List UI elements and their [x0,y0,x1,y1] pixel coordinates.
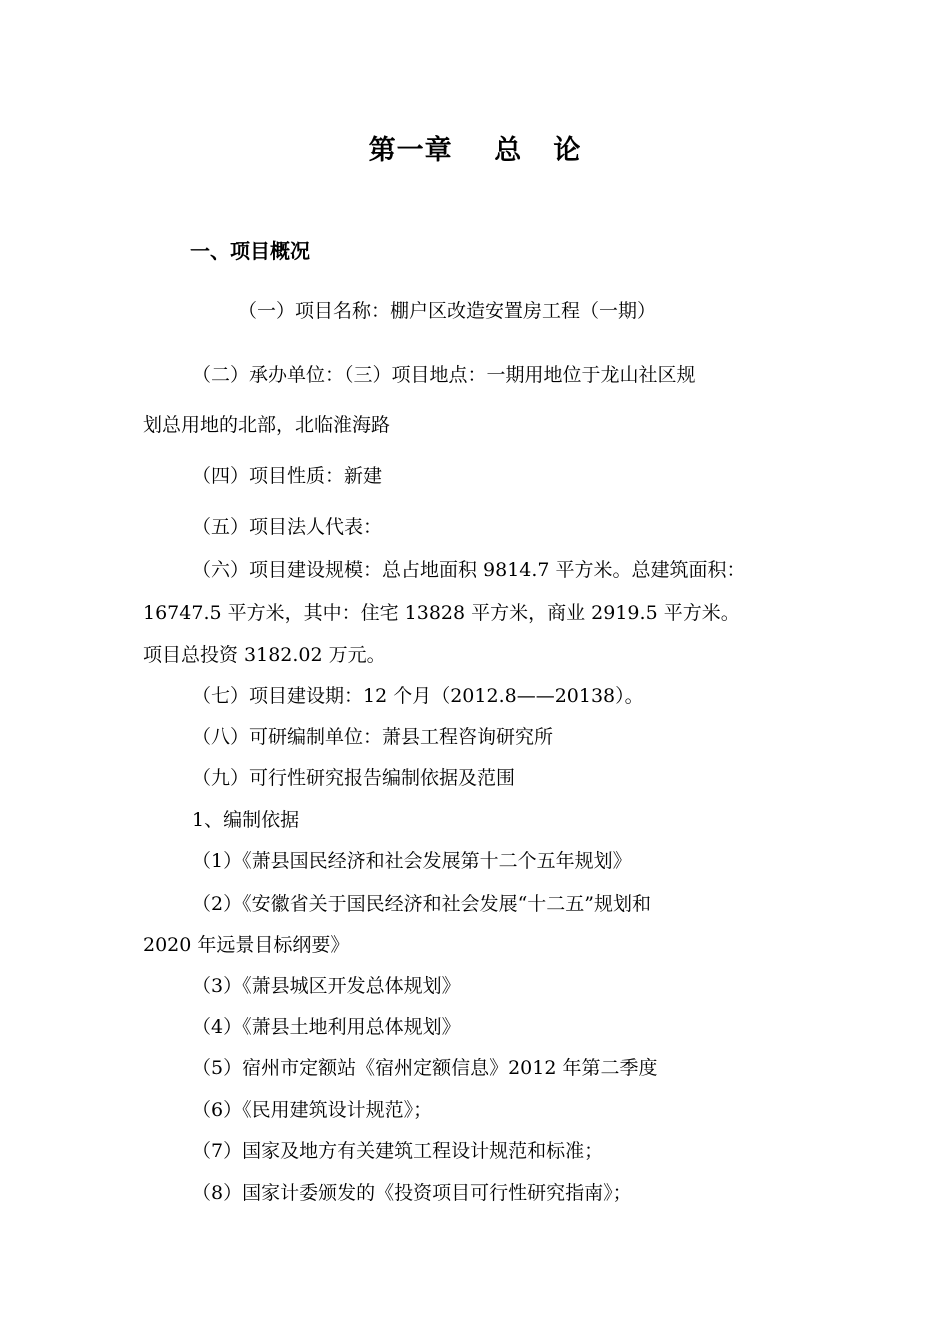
item-basis-scope: （九）可行性研究报告编制依据及范围 [192,767,516,789]
basis-item-6: （6）《民用建筑设计规范》； [192,1099,433,1121]
basis-item-7: （7）国家及地方有关建筑工程设计规范和标准； [192,1140,604,1162]
item-compiler: （八）可研编制单位：萧县工程咨询研究所 [192,726,554,748]
basis-item-2: （2）《安徽省关于国民经济和社会发展“十二五”规划和 [192,893,652,915]
item-scale-continued: 16747.5 平方米，其中：住宅 13828 平方米，商业 2919.5 平方米。 [143,602,740,624]
basis-item-3: （3）《萧县城区开发总体规划》 [192,975,461,997]
basis-item-8: （8）国家计委颁发的《投资项目可行性研究指南》； [192,1182,632,1204]
basis-item-1: （1）《萧县国民经济和社会发展第十二个五年规划》 [192,850,632,872]
item-location-continued: 划总用地的北部，北临淮海路 [143,414,391,436]
item-project-name: （一）项目名称：棚户区改造安置房工程（一期） [238,300,657,322]
item-construction-period: （七）项目建设期：12 个月（2012.8——20138）。 [192,685,644,707]
item-total-investment: 项目总投资 3182.02 万元。 [143,644,386,666]
basis-item-2-continued: 2020 年远景目标纲要》 [143,934,350,956]
chapter-title: 第一章 总 论 [368,135,582,166]
basis-item-5: （5）宿州市定额站《宿州定额信息》2012 年第二季度 [192,1057,658,1079]
section-heading: 一、项目概况 [190,239,310,263]
item-project-nature: （四）项目性质：新建 [192,465,383,487]
item-legal-representative: （五）项目法人代表： [192,516,383,538]
item-construction-scale: （六）项目建设规模：总占地面积 9814.7 平方米。总建筑面积： [192,559,746,581]
subheading-basis: 1、编制依据 [192,809,300,831]
basis-item-4: （4）《萧县土地利用总体规划》 [192,1016,461,1038]
item-organizer-location: （二）承办单位：（三）项目地点：一期用地位于龙山社区规 [192,364,696,386]
